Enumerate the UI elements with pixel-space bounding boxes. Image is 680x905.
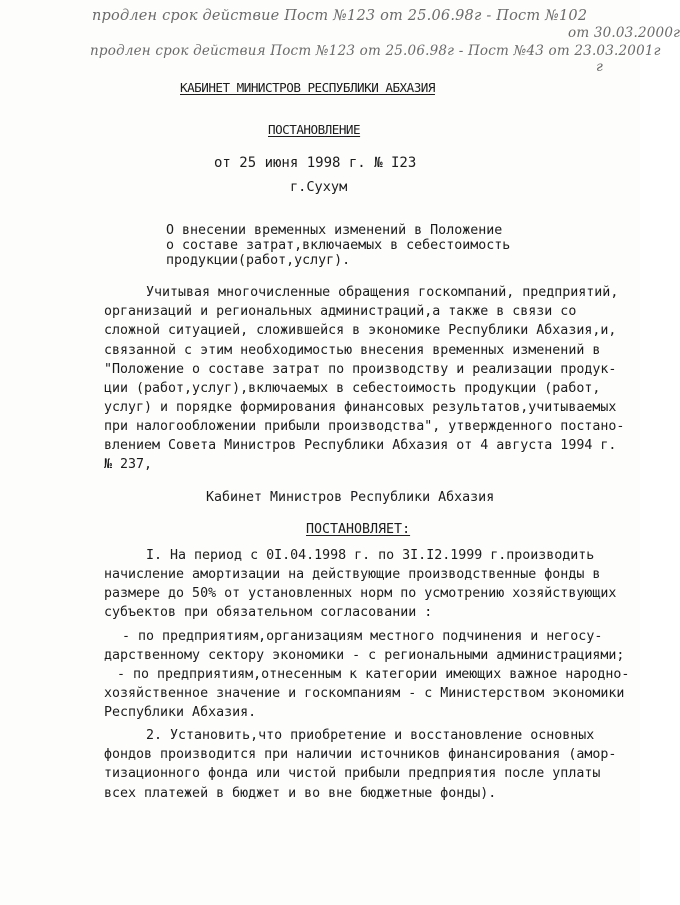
- subject-line: продукции(работ,услуг).: [166, 253, 351, 268]
- preamble-line: при налогообложении прибыли производства", утвержденного постано-: [104, 419, 625, 434]
- body-line: дарственному сектору экономики - с региональными администрациями;: [104, 648, 625, 663]
- cabinet-line: Кабинет Министров Республики Абхазия: [206, 490, 495, 505]
- body-line: - по предприятиям,отнесенным к категории имеющих важное народно-: [117, 667, 630, 682]
- body-line: I. На период с 0I.04.1998 г. по 3I.I2.1999 г.производить: [146, 548, 595, 563]
- preamble-line: "Положение о составе затрат по производству и реализации продук-: [104, 362, 617, 377]
- handwritten-note-line-2: от 30.03.2000г: [568, 25, 680, 41]
- preamble-line: сложной ситуацией, сложившейся в экономике Республики Абхазия,и,: [104, 323, 617, 338]
- document-date-number: от 25 июня 1998 г. № I23: [214, 155, 417, 171]
- preamble-line: связанной с этим необходимостью внесения временных изменений в: [104, 343, 601, 358]
- body-line: - по предприятиям,организациям местного подчинения и негосу-: [122, 629, 603, 644]
- body-line: субъектов при обязательном согласовании :: [104, 605, 433, 620]
- body-line: Республики Абхазия.: [104, 705, 257, 720]
- body-line: размере до 50% от установленных норм по усмотрению хозяйствующих: [104, 586, 617, 601]
- document-city: г.Сухум: [290, 179, 348, 195]
- body-line: начисление амортизации на действующие производственные фонды в: [104, 567, 601, 582]
- document-type-title: ПОСТАНОВЛЕНИЕ: [268, 122, 361, 137]
- body-line: тизационного фонда или чистой прибыли предприятия после уплаты: [104, 766, 601, 781]
- preamble-line: организаций и региональных администраций,а также в связи со: [104, 304, 577, 319]
- preamble-line: № 237,: [104, 457, 153, 472]
- subject-line: о составе затрат,включаемых в себестоимость: [166, 238, 511, 253]
- subject-line: О внесении временных изменений в Положение: [166, 223, 503, 238]
- body-line: хозяйственное значение и госкомпаниям - с Министерством экономики: [104, 686, 625, 701]
- preamble-line: ции (работ,услуг),включаемых в себестоимость продукции (работ,: [104, 381, 601, 396]
- handwritten-note-line-3: продлен срок действия Пост №123 от 25.06.98г - Пост №43 от 23.03.2001г: [90, 43, 661, 59]
- resolves-heading: ПОСТАНОВЛЯЕТ:: [306, 522, 411, 537]
- handwritten-note-line-4: г: [596, 59, 604, 75]
- issuing-authority: КАБИНЕТ МИНИСТРОВ РЕСПУБЛИКИ АБХАЗИЯ: [180, 80, 435, 95]
- preamble-line: влением Совета Министров Республики Абхазия от 4 августа 1994 г.: [104, 438, 617, 453]
- body-line: 2. Установить,что приобретение и восстановление основных: [146, 728, 595, 743]
- body-line: всех платежей в бюджет и во вне бюджетные фонды).: [104, 786, 497, 801]
- preamble-line: Учитывая многочисленные обращения госкомпаний, предприятий,: [146, 285, 619, 300]
- preamble-line: услуг) и порядке формирования финансовых результатов,учитываемых: [104, 400, 617, 415]
- handwritten-note-line-1: продлен срок действие Пост №123 от 25.06.98г - Пост №102: [92, 8, 588, 24]
- body-line: фондов производится при наличии источников финансирования (амор-: [104, 747, 617, 762]
